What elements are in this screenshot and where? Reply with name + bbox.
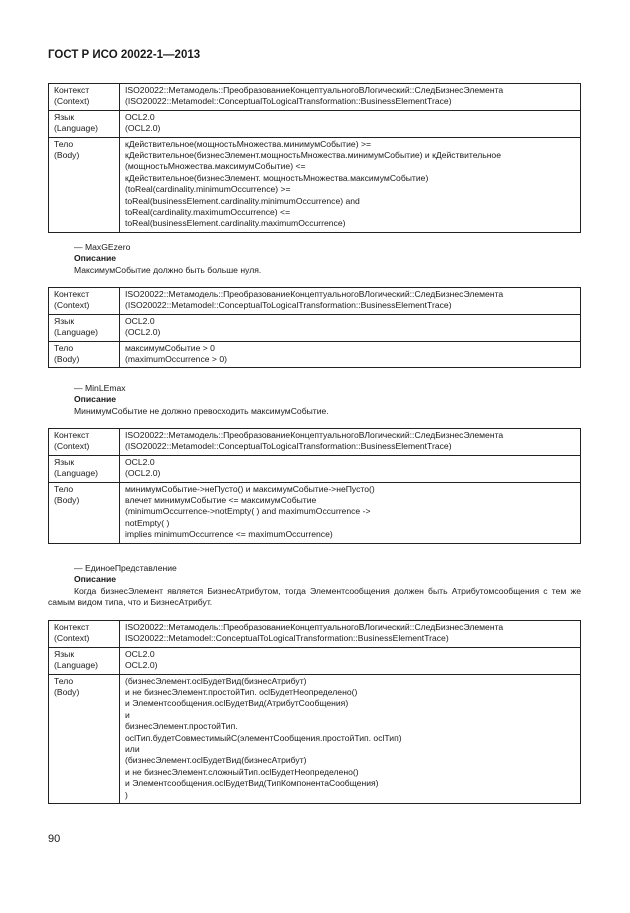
value-line: (OCL2.0) <box>125 468 161 479</box>
value-line: (бизнесЭлемент.oclБудетВид(бизнесАтрибут) <box>125 755 307 766</box>
page-number: 90 <box>48 833 61 845</box>
value-line: бизнесЭлемент.простойТип. <box>125 721 238 732</box>
row-label <box>49 482 120 543</box>
language-row <box>49 314 581 341</box>
value-line: toReal(businessElement.cardinality.maximumOccurrence) <box>125 218 346 229</box>
value-line: влечет минимумСобытие <= максимумСобытие <box>125 495 317 506</box>
label-ru: Контекст <box>54 430 90 440</box>
label-ru: Контекст <box>54 85 90 95</box>
description-text: МаксимумСобытие должно быть больше нуля. <box>74 264 262 275</box>
value-line: максимумСобытие > 0 <box>125 342 215 353</box>
row-label <box>49 84 120 111</box>
label-ru: Контекст <box>54 289 90 299</box>
value-line: notEmpty( ) <box>125 517 170 528</box>
constraint-description <box>48 242 581 276</box>
row-value <box>120 84 581 111</box>
context-row <box>49 429 581 456</box>
constraint-name: — ЕдиноеПредставление <box>74 563 177 573</box>
value-line: (ISO20022::Metamodel::ConceptualToLogicalTransformation::BusinessElementTrace) <box>125 300 452 311</box>
body-row <box>49 674 581 803</box>
value-line: кДействительное(бизнесЭлемент.мощностьМножества.минимумСобытие) и кДействительное <box>125 150 501 161</box>
label-ru: Тело <box>54 138 74 149</box>
row-label <box>49 647 120 674</box>
label-en: (Language) <box>54 123 98 134</box>
constraint-table <box>48 287 581 368</box>
row-value <box>120 341 581 368</box>
language-row <box>49 647 581 674</box>
row-value <box>120 621 581 648</box>
value-line: и не бизнесЭлемент.сложныйТип.oclБудетНеопределено() <box>125 766 359 777</box>
label-ru: Тело <box>54 483 74 494</box>
description-text: Когда бизнесЭлемент является БизнесАтрибутом, тогда Элементсообщения должен быть Атрибутомсообщения с тем же самым видом типа, что и БизнесАтрибут. <box>48 585 581 608</box>
row-label <box>49 288 120 315</box>
row-label <box>49 674 120 803</box>
label-en: (Language) <box>54 327 98 338</box>
label-ru: Язык <box>54 315 75 326</box>
value-line: (бизнесЭлемент.oclБудетВид(бизнесАтрибут) <box>125 675 307 686</box>
value-line: OCL2.0 <box>125 456 155 467</box>
value-line: (maximumOccurrence > 0) <box>125 354 227 365</box>
value-line: ISO20022::Метамодель::ПреобразованиеКонцептуальногоВЛогический::СледБизнесЭлемента <box>125 430 504 440</box>
label-en: (Body) <box>54 495 80 506</box>
description-title: Описание <box>74 574 117 585</box>
value-line: (minimumOccurrence->notEmpty( ) and maximumOccurrence -> <box>125 506 371 517</box>
value-line: и Элементсообщения.oclБудетВид(АтрибутСообщения) <box>125 698 349 709</box>
value-line: ISO20022::Metamodel::ConceptualToLogicalTransformation::BusinessElementTrace) <box>125 633 449 644</box>
value-line: OCL2.0 <box>125 315 155 326</box>
constraint-name: — MaxGEzero <box>74 242 131 252</box>
constraint-table <box>48 620 581 804</box>
label-en: (Context) <box>54 633 90 644</box>
label-ru: Язык <box>54 456 75 467</box>
label-ru: Контекст <box>54 622 90 632</box>
row-value <box>120 288 581 315</box>
label-en: (Context) <box>54 96 90 107</box>
label-ru: Язык <box>54 111 75 122</box>
value-line: oclТип.будетСовместимыйС(элементСообщения.простойТип. oclТип) <box>125 732 402 743</box>
value-line: OCL2.0) <box>125 660 158 671</box>
value-line: ISO20022::Метамодель::ПреобразованиеКонцептуальногоВЛогический::СледБизнесЭлемента <box>125 622 504 632</box>
body-row <box>49 482 581 543</box>
value-line: (OCL2.0) <box>125 327 161 338</box>
row-value <box>120 429 581 456</box>
value-line: (мощностьМножества.максимумСобытие) <= <box>125 161 306 172</box>
row-value <box>120 110 581 137</box>
value-line: OCL2.0 <box>125 648 155 659</box>
description-text: МинимумСобытие не должно превосходить максимумСобытие. <box>74 405 329 416</box>
constraint-description <box>48 383 581 417</box>
value-line: или <box>125 744 140 755</box>
constraint-table <box>48 83 581 233</box>
label-ru: Язык <box>54 648 75 659</box>
body-row <box>49 341 581 368</box>
row-value <box>120 647 581 674</box>
row-value <box>120 674 581 803</box>
language-row <box>49 455 581 482</box>
value-line: кДействительное(бизнесЭлемент. мощностьМножества.максимумСобытие) <box>125 172 429 183</box>
description-title: Описание <box>74 253 117 264</box>
context-row <box>49 84 581 111</box>
row-value <box>120 137 581 232</box>
value-line: ) <box>125 789 128 800</box>
row-label <box>49 455 120 482</box>
label-ru: Тело <box>54 675 74 686</box>
context-row <box>49 288 581 315</box>
value-line: toReal(cardinality.maximumOccurrence) <= <box>125 207 291 218</box>
constraint-table <box>48 428 581 544</box>
constraint-name: — MinLEmax <box>74 383 126 393</box>
description-title: Описание <box>74 394 117 405</box>
label-ru: Тело <box>54 342 74 353</box>
value-line: ISO20022::Метамодель::ПреобразованиеКонцептуальногоВЛогический::СледБизнесЭлемента <box>125 85 504 95</box>
value-line: (OCL2.0) <box>125 123 161 134</box>
value-line: OCL2.0 <box>125 111 155 122</box>
row-label <box>49 341 120 368</box>
row-label <box>49 621 120 648</box>
value-line: минимумСобытие->неПусто() и максимумСобытие->неПусто() <box>125 483 375 494</box>
body-row <box>49 137 581 232</box>
value-line: и Элементсообщения.oclБудетВид(ТипКомпонентаСообщения) <box>125 778 379 789</box>
row-label <box>49 314 120 341</box>
context-row <box>49 621 581 648</box>
label-en: (Body) <box>54 150 80 161</box>
label-en: (Body) <box>54 354 80 365</box>
row-value <box>120 455 581 482</box>
value-line: (ISO20022::Metamodel::ConceptualToLogicalTransformation::BusinessElementTrace) <box>125 441 452 452</box>
document-header: ГОСТ Р ИСО 20022-1—2013 <box>48 49 201 61</box>
value-line: и не бизнесЭлемент.простойТип. oclБудетНеопределено() <box>125 687 358 698</box>
row-label <box>49 110 120 137</box>
row-value <box>120 482 581 543</box>
constraint-description <box>48 563 581 609</box>
label-en: (Context) <box>54 441 90 452</box>
label-en: (Context) <box>54 300 90 311</box>
language-row <box>49 110 581 137</box>
row-value <box>120 314 581 341</box>
value-line: кДействительное(мощностьМножества.минимумСобытие) >= <box>125 138 371 149</box>
row-label <box>49 429 120 456</box>
label-en: (Language) <box>54 468 98 479</box>
row-label <box>49 137 120 232</box>
value-line: (ISO20022::Metamodel::ConceptualToLogicalTransformation::BusinessElementTrace) <box>125 96 452 107</box>
label-en: (Body) <box>54 687 80 698</box>
value-line: toReal(businessElement.cardinality.minimumOccurrence) and <box>125 195 360 206</box>
value-line: (toReal(cardinality.minimumOccurrence) >= <box>125 184 291 195</box>
value-line: ISO20022::Метамодель::ПреобразованиеКонцептуальногоВЛогический::СледБизнесЭлемента <box>125 289 504 299</box>
value-line: и <box>125 709 130 720</box>
value-line: implies minimumOccurrence <= maximumOccurrence) <box>125 529 333 540</box>
label-en: (Language) <box>54 660 98 671</box>
